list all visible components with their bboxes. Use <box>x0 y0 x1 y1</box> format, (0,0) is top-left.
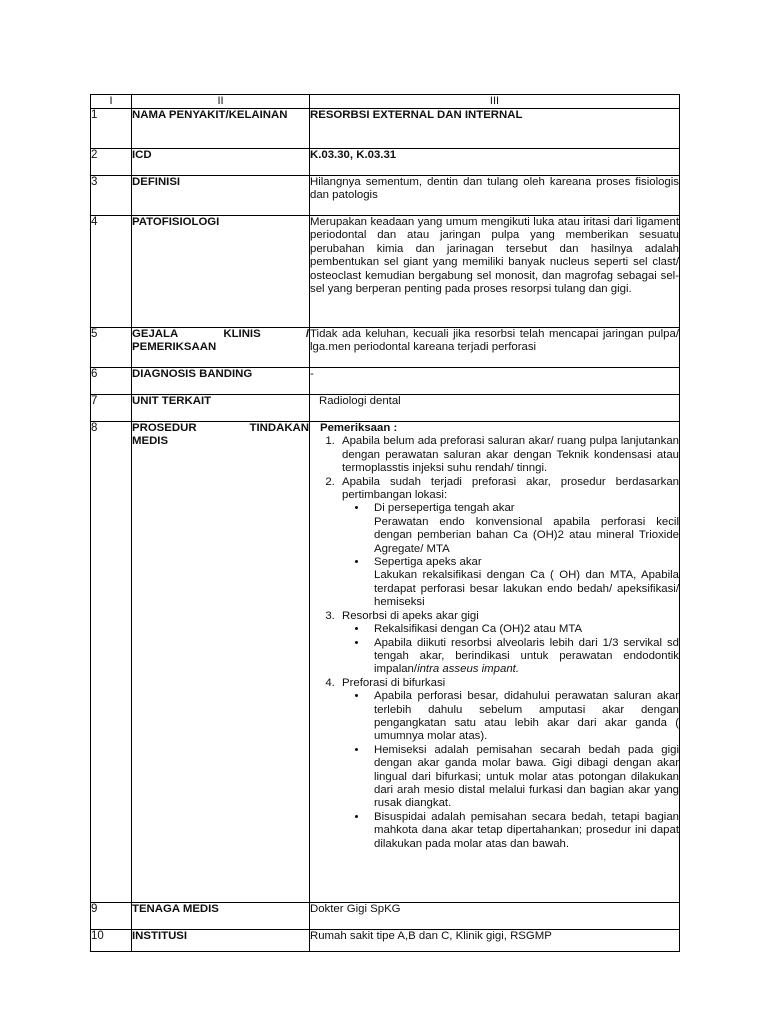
sub-item-title: • Sepertiga apeks akar <box>374 556 482 569</box>
table-row <box>91 422 680 903</box>
list-item <box>338 610 679 677</box>
row-value: Hilangnya sementum, dentin dan tulang oleh kareana proses fisiologis dan patologis <box>310 176 680 216</box>
sub-list-item: • Bisuspidai adalah pemisahan secara bedah, tetapi bagian mahkota dana akar tetap dipertahankan; prosedur ini dapat dilakukan pada molar atas dan bawah. <box>368 811 679 851</box>
row-value: K.03.30, K.03.31 <box>310 149 680 176</box>
row-value: - <box>310 368 680 395</box>
procedure-list <box>316 435 679 851</box>
table-row <box>91 368 680 395</box>
sub-item-body: Perawatan endo konvensional apabila perforasi kecil dengan pemberian bahan Ca (OH)2 atau mineral Trioxide Agregate/ MTA <box>374 515 679 555</box>
row-number: 5 <box>91 328 132 368</box>
sub-list-item <box>368 502 679 556</box>
row-label: TENAGA MEDIS <box>132 903 310 930</box>
table-row <box>91 930 680 952</box>
row-number: 1 <box>91 109 132 149</box>
sub-item-italic-text: intra asseus impant. <box>417 663 519 676</box>
list-item <box>338 476 679 610</box>
row-number: 3 <box>91 176 132 216</box>
sub-list-item: • Hemiseksi adalah pemisahan secarah bedah pada gigi dengan akar ganda molar bawa. Gigi dibagi dengan akar lingual dari bifurkasi; untuk molar atas potongan dilakukan dari arah mesio distal melalui furkasi dan bagian akar yang rusak diangkat. <box>368 744 679 811</box>
row-value: Tidak ada keluhan, kecuali jika resorbsi telah mencapai jaringan pulpa/ lga.men periodontal kareana terjadi perforasi <box>310 328 680 368</box>
table-row <box>91 328 680 368</box>
label-part: KLINIS <box>223 328 261 340</box>
header-col-2: II <box>132 95 310 109</box>
procedure-cell <box>310 422 680 903</box>
row-label: DEFINISI <box>132 176 310 216</box>
label-part: GEJALA <box>132 328 179 340</box>
row-number: 8 <box>91 422 132 903</box>
sub-item-text: Apabila diikuti resorbsi alveolaris lebih dari 1/3 servikal sd tengah akar, berindikasi untuk perawatan endodontik impalan/ <box>374 636 679 676</box>
list-item-text: Resorbsi di apeks akar gigi <box>342 609 479 622</box>
row-label: UNIT TERKAIT <box>132 395 310 422</box>
sub-list <box>342 502 679 609</box>
sub-item-body: Lakukan rekalsifikasi dengan Ca ( OH) dan MTA, Apabila terdapat perforasi besar lakukan endo bedah/ apeksifikasi/ hemiseksi <box>374 569 679 609</box>
row-value: Merupakan keadaan yang umum mengikuti luka atau iritasi dari ligament periodontal dan atau jaringan pulpa yang memberikan sesuatu perubahan kimia dan jarinagan tersebut dan hasilnya adalah pembentukan sel giant yang memiliki banyak nucleus seperti sel clast/ osteoclast kemudian bergabung sel monosit, dan magrofag sebagai sel- sel yang berperan penting pada proses resorpsi tulang dan gigi. <box>310 216 680 328</box>
row-number: 7 <box>91 395 132 422</box>
row-value: RESORBSI EXTERNAL DAN INTERNAL <box>310 109 680 149</box>
table-row <box>91 216 680 328</box>
list-item <box>338 677 679 851</box>
label-part: / <box>305 328 309 340</box>
header-col-3: III <box>310 95 680 109</box>
row-label: PATOFISIOLOGI <box>132 216 310 328</box>
label-part: TINDAKAN <box>249 422 309 434</box>
row-number: 10 <box>91 930 132 952</box>
clinical-guideline-table <box>90 94 680 952</box>
header-row <box>91 95 680 109</box>
list-item-text: Preforasi di bifurkasi <box>342 676 446 689</box>
row-number: 9 <box>91 903 132 930</box>
row-number: 6 <box>91 368 132 395</box>
row-label: ICD <box>132 149 310 176</box>
procedure-heading: Pemeriksaan : <box>320 422 398 434</box>
row-label <box>132 422 310 903</box>
row-value: Rumah sakit tipe A,B dan C, Klinik gigi, RSGMP <box>310 930 680 952</box>
label-part: MEDIS <box>132 435 169 448</box>
row-number: 4 <box>91 216 132 328</box>
row-value: Radiologi dental <box>310 395 680 422</box>
label-part: PEMERIKSAAN <box>132 341 217 354</box>
sub-list-item: • Apabila perforasi besar, didahului perawatan saluran akar terlebih dahulu sebelum amputasi akar dengan pengangkatan satu atau lebih akar dari akar ganda ( umumnya molar atas). <box>368 690 679 744</box>
row-label <box>132 328 310 368</box>
row-number: 2 <box>91 149 132 176</box>
label-part: PROSEDUR <box>132 422 197 434</box>
sub-list-item <box>368 556 679 610</box>
table-row <box>91 109 680 149</box>
header-col-1: I <box>91 95 132 109</box>
sub-list-item <box>368 637 679 677</box>
table-row <box>91 903 680 930</box>
row-label: DIAGNOSIS BANDING <box>132 368 310 395</box>
sub-list <box>342 690 679 851</box>
row-label: INSTITUSI <box>132 930 310 952</box>
table-row <box>91 395 680 422</box>
sub-item-title: • Di persepertiga tengah akar <box>374 502 515 515</box>
row-label: NAMA PENYAKIT/KELAINAN <box>132 109 310 149</box>
table-row <box>91 176 680 216</box>
table-row <box>91 149 680 176</box>
list-item-text: Apabila sudah terjadi preforasi akar, prosedur berdasarkan pertimbangan lokasi: <box>342 475 679 502</box>
list-item: 1. Apabila belum ada preforasi saluran akar/ ruang pulpa lanjutankan dengan perawatan saluran akar dengan Teknik kondensasi atau termoplasstis injeksi suhu rendah/ tinngi. <box>338 435 679 475</box>
sub-list-item: • Rekalsifikasi dengan Ca (OH)2 atau MTA <box>368 623 679 636</box>
row-value: Dokter Gigi SpKG <box>310 903 680 930</box>
sub-list <box>342 623 679 677</box>
